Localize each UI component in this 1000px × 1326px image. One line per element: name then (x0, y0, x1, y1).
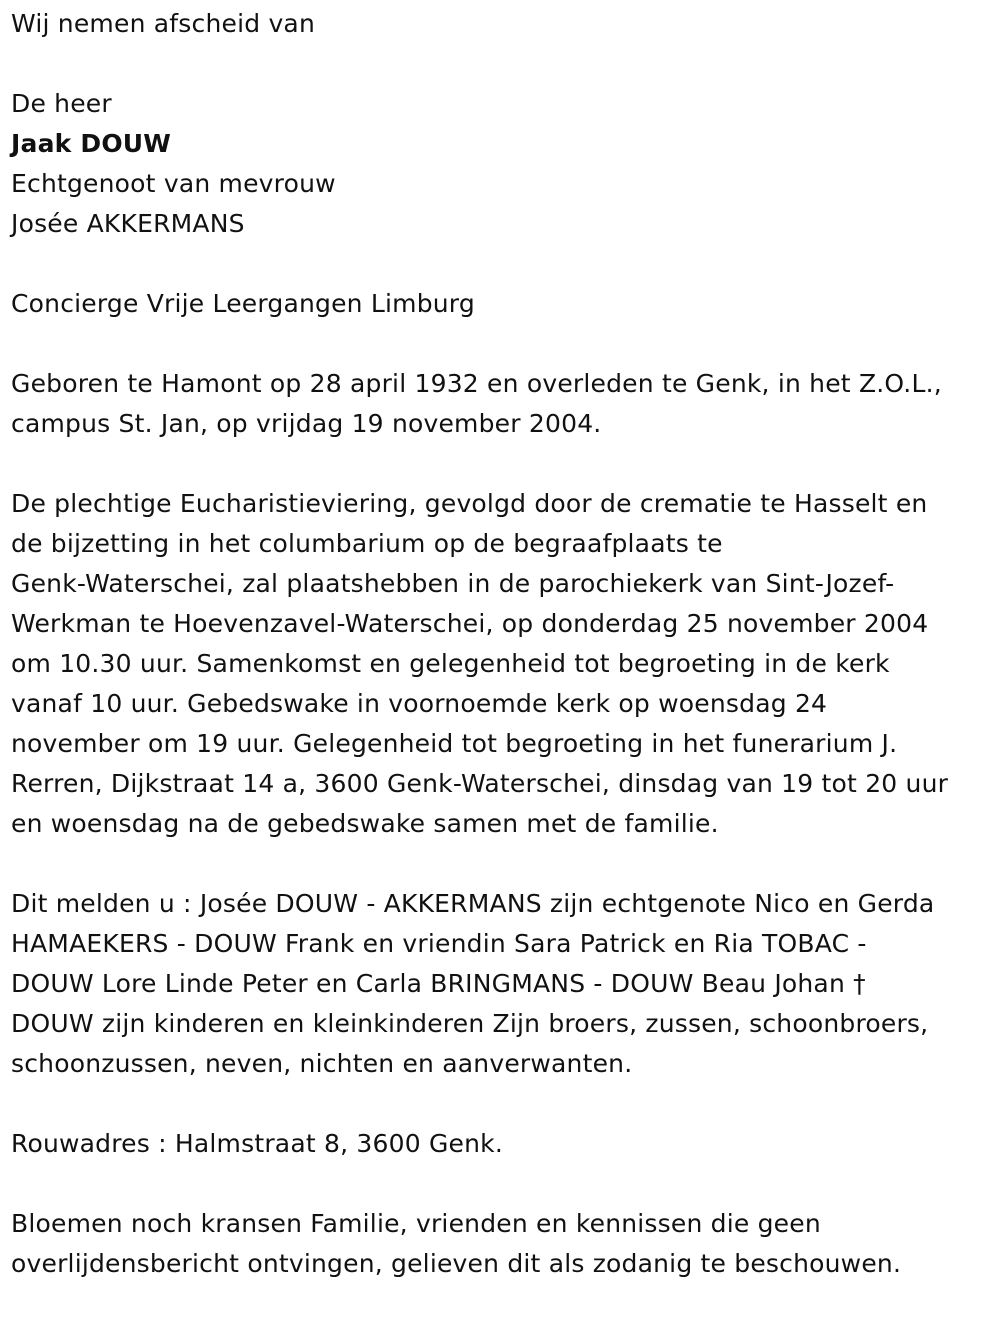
paragraph-line: De plechtige Eucharistieviering, gevolgd door de crematie te Hasselt en (11, 489, 928, 518)
paragraph-line: de bijzetting in het columbarium op de begraafplaats te (11, 529, 723, 558)
birth-death-paragraph (11, 364, 989, 444)
mourning-address: Rouwadres : Halmstraat 8, 3600 Genk. (11, 1129, 503, 1158)
ceremony-paragraph (11, 484, 989, 844)
paragraph-line: en woensdag na de gebedswake samen met de familie. (11, 809, 719, 838)
paragraph-line: Geboren te Hamont op 28 april 1932 en overleden te Genk, in het Z.O.L., (11, 369, 942, 398)
spacer (11, 44, 989, 84)
paragraph-line: DOUW zijn kinderen en kleinkinderen Zijn broers, zussen, schoonbroers, (11, 1009, 929, 1038)
honorific: De heer (11, 89, 112, 118)
paragraph-line: HAMAEKERS - DOUW Frank en vriendin Sara Patrick en Ria TOBAC - (11, 929, 867, 958)
intro-text: Wij nemen afscheid van (11, 9, 315, 38)
spacer (11, 444, 989, 484)
paragraph-line: DOUW Lore Linde Peter en Carla BRINGMANS - DOUW Beau Johan † (11, 969, 866, 998)
paragraph-line: vanaf 10 uur. Gebedswake in voornoemde kerk op woensdag 24 (11, 689, 828, 718)
spacer (11, 844, 989, 884)
spacer (11, 1164, 989, 1204)
paragraph-line: Rerren, Dijkstraat 14 a, 3600 Genk-Waterschei, dinsdag van 19 tot 20 uur (11, 769, 949, 798)
spacer (11, 324, 989, 364)
family-paragraph (11, 884, 989, 1084)
paragraph-line: campus St. Jan, op vrijdag 19 november 2004. (11, 409, 602, 438)
closing-paragraph (11, 1204, 989, 1284)
spouse-label: Echtgenoot van mevrouw (11, 169, 336, 198)
occupation: Concierge Vrije Leergangen Limburg (11, 289, 475, 318)
paragraph-line: schoonzussen, neven, nichten en aanverwanten. (11, 1049, 633, 1078)
paragraph-line: om 10.30 uur. Samenkomst en gelegenheid tot begroeting in de kerk (11, 649, 890, 678)
spacer (11, 244, 989, 284)
paragraph-line: Werkman te Hoevenzavel-Waterschei, op donderdag 25 november 2004 (11, 609, 929, 638)
paragraph-line: overlijdensbericht ontvingen, gelieven dit als zodanig te beschouwen. (11, 1249, 902, 1278)
paragraph-line: Genk-Waterschei, zal plaatshebben in de parochiekerk van Sint-Jozef- (11, 569, 895, 598)
deceased-name: Jaak DOUW (11, 129, 172, 158)
paragraph-line: Dit melden u : Josée DOUW - AKKERMANS zijn echtgenote Nico en Gerda (11, 889, 935, 918)
paragraph-line: november om 19 uur. Gelegenheid tot begroeting in het funerarium J. (11, 729, 898, 758)
spouse-name: Josée AKKERMANS (11, 209, 245, 238)
paragraph-line: Bloemen noch kransen Familie, vrienden en kennissen die geen (11, 1209, 821, 1238)
spacer (11, 1084, 989, 1124)
